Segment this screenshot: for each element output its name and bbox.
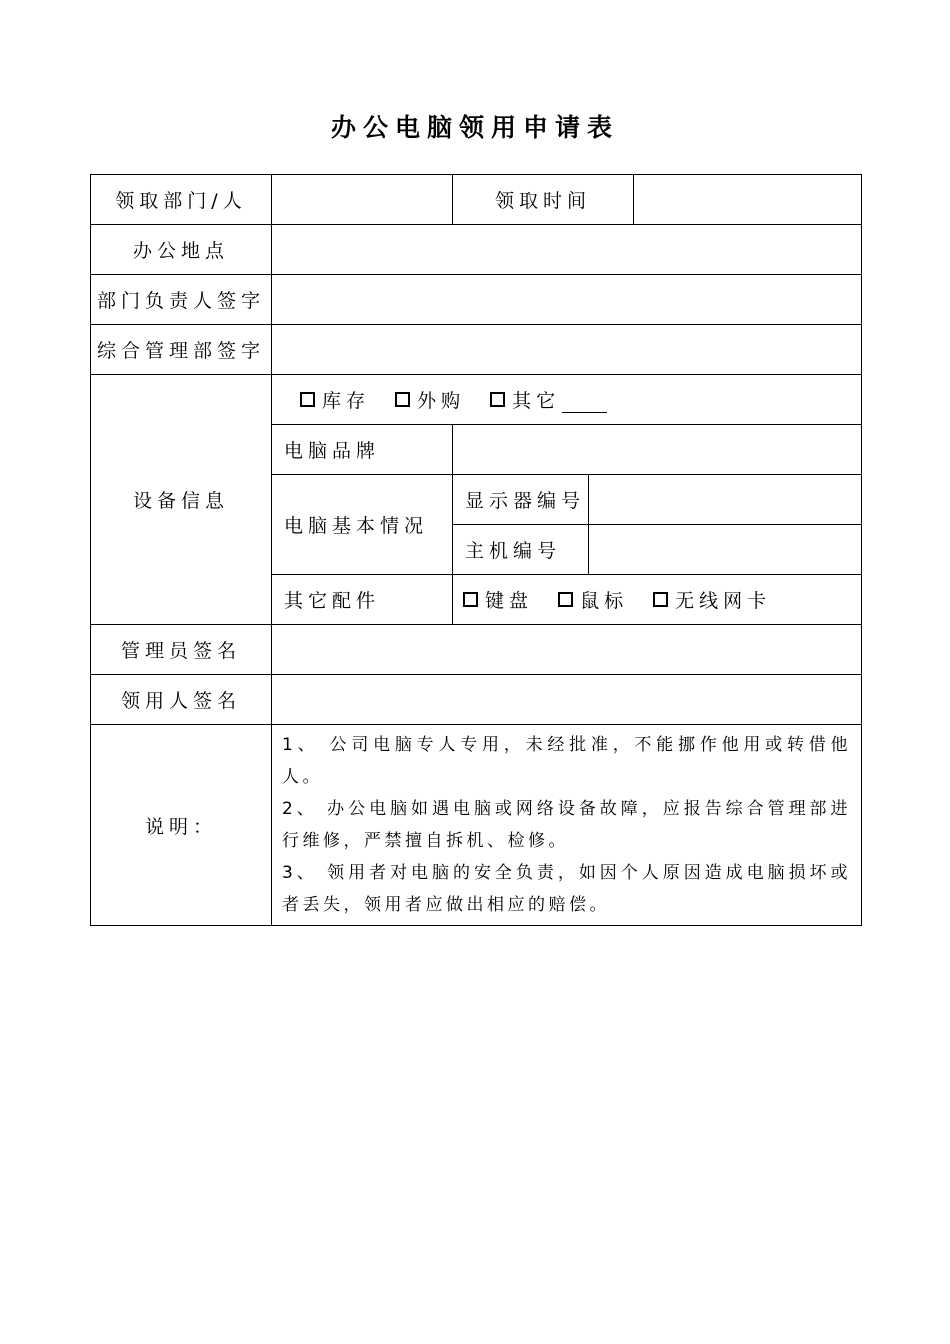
checkbox-icon: [395, 392, 410, 407]
source-option-other[interactable]: 其它: [490, 386, 607, 413]
time-field[interactable]: [634, 175, 862, 225]
checkbox-icon: [300, 392, 315, 407]
dept-person-field[interactable]: [272, 175, 453, 225]
host-no-label: 主机编号: [453, 525, 589, 575]
form-title: 办公电脑领用申请表: [330, 113, 619, 142]
row-admin-sign: [91, 625, 862, 675]
source-option-purchase[interactable]: 外购: [395, 386, 465, 413]
admin-sign-field[interactable]: [272, 625, 862, 675]
host-no-field[interactable]: [589, 525, 862, 575]
time-label: 领取时间: [453, 175, 634, 225]
admin-sign-label: 管理员签名: [91, 625, 272, 675]
application-form-table: [90, 174, 862, 926]
monitor-no-label: 显示器编号: [453, 475, 589, 525]
dept-head-sign-label: 部门负责人签字: [91, 275, 272, 325]
note-item-2: 2、 办公电脑如遇电脑或网络设备故障，应报告综合管理部进行维修，严禁擅自拆机、检修。: [282, 799, 852, 851]
checkbox-icon: [558, 592, 573, 607]
brand-field[interactable]: [453, 425, 862, 475]
accessory-option-mouse[interactable]: 鼠标: [558, 586, 628, 613]
row-source-options: [91, 375, 862, 425]
row-office-location: [91, 225, 862, 275]
checkbox-icon: [463, 592, 478, 607]
checkbox-icon: [653, 592, 668, 607]
source-option-stock[interactable]: 库存: [300, 386, 370, 413]
notes-cell: [272, 725, 862, 926]
basic-info-label: 电脑基本情况: [272, 475, 453, 575]
row-notes: [91, 725, 862, 926]
office-location-label: 办公地点: [91, 225, 272, 275]
admin-dept-sign-field[interactable]: [272, 325, 862, 375]
accessory-option-keyboard[interactable]: 键盘: [463, 586, 533, 613]
note-item-3: 3、 领用者对电脑的安全负责，如因个人原因造成电脑损坏或者丢失，领用者应做出相应的赔偿。: [282, 863, 852, 915]
row-recipient-sign: [91, 675, 862, 725]
notes-label: 说明：: [91, 725, 272, 926]
row-dept-head-sign: [91, 275, 862, 325]
other-fill-blank[interactable]: [562, 394, 607, 413]
accessory-option-wifi-card[interactable]: 无线网卡: [653, 586, 771, 613]
equipment-info-label: 设备信息: [91, 375, 272, 625]
source-options-cell: [272, 375, 862, 425]
monitor-no-field[interactable]: [589, 475, 862, 525]
accessories-label: 其它配件: [272, 575, 453, 625]
note-item-1: 1、 公司电脑专人专用，未经批准，不能挪作他用或转借他人。: [282, 735, 852, 787]
dept-person-label: 领取部门/人: [91, 175, 272, 225]
accessories-options-cell: [453, 575, 862, 625]
recipient-sign-label: 领用人签名: [91, 675, 272, 725]
office-location-field[interactable]: [272, 225, 862, 275]
brand-label: 电脑品牌: [272, 425, 453, 475]
checkbox-icon: [490, 392, 505, 407]
admin-dept-sign-label: 综合管理部签字: [91, 325, 272, 375]
dept-head-sign-field[interactable]: [272, 275, 862, 325]
row-dept-time: [91, 175, 862, 225]
recipient-sign-field[interactable]: [272, 675, 862, 725]
row-admin-dept-sign: [91, 325, 862, 375]
